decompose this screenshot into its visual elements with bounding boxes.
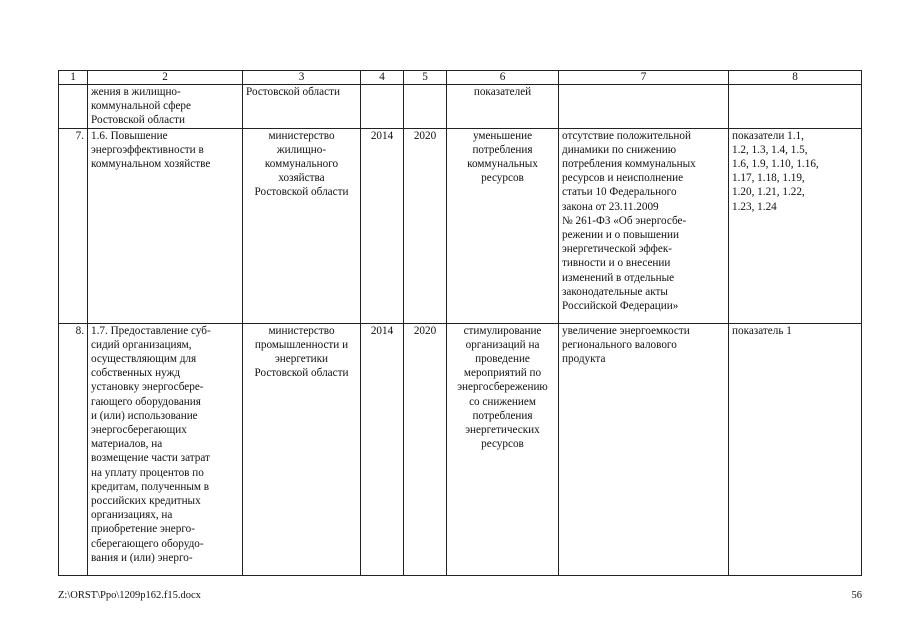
cell-text-line: уменьшение <box>472 129 533 142</box>
cell-text-line: на уплату процентов по <box>91 466 204 479</box>
cell-text-line: коммунального <box>264 158 339 171</box>
cell-text-line: со снижением <box>469 395 536 408</box>
cell-text-line: потребления <box>472 143 533 156</box>
end-year-cell: 2020 <box>404 323 447 575</box>
cell-text-line: показатели 1.1, <box>732 129 804 142</box>
cell-text-line: сберегающего оборудо- <box>91 537 204 550</box>
cell-text-line: продукта <box>562 353 606 366</box>
cell-text-line: 1.17, 1.18, 1.19, <box>732 172 805 185</box>
cell-text-line: 1.6, 1.9, 1.10, 1.16, <box>732 158 819 171</box>
cell-text-line: мероприятий по <box>463 367 542 380</box>
header-cell-8: 8 <box>729 71 862 85</box>
start-year-cell <box>361 85 404 129</box>
cell-text-line: коммунальной сфере <box>91 100 191 113</box>
cell-text-line: ресурсов <box>481 172 524 185</box>
header-cell-7: 7 <box>559 71 729 85</box>
cell-text-line: закона от 23.11.2009 <box>562 200 659 213</box>
cell-text-line: и (или) использование <box>91 409 198 422</box>
cell-text-line: Российской Федерации» <box>562 300 679 313</box>
cell-text-line: организациях, на <box>91 509 173 522</box>
cell-text-line: потребления коммунальных <box>562 158 696 171</box>
result-cell <box>447 128 559 323</box>
executor-cell <box>243 128 361 323</box>
measure-cell <box>88 323 243 575</box>
cell-text-line: статьи 10 Федерального <box>562 186 677 199</box>
result-cell <box>447 85 559 129</box>
cell-text-line: промышленности и <box>254 338 349 351</box>
cell-text-line: энергетической эффек- <box>562 243 673 256</box>
cell-text-line: энергоэффективности в <box>91 143 204 156</box>
cell-text-line: Ростовской области <box>91 114 185 127</box>
cell-text-line: 1.7. Предоставление суб- <box>91 324 211 337</box>
cell-text-line: энергетики <box>274 353 329 366</box>
header-cell-3: 3 <box>243 71 361 85</box>
header-cell-2: 2 <box>88 71 243 85</box>
consequence-cell <box>559 128 729 323</box>
cell-text-line: № 261-ФЗ «Об энергосбе- <box>562 214 687 227</box>
cell-text-line: материалов, на <box>91 438 163 451</box>
cell-text-line: тивности и о внесении <box>562 257 671 270</box>
header-row <box>59 71 862 85</box>
indicators-cell <box>729 323 862 575</box>
footer-file-path: Z:\ORST\Ppo\1209p162.f15.docx <box>58 590 201 601</box>
cell-text-line: коммунальных <box>467 158 538 171</box>
cell-text-line: энергосбережению <box>457 381 548 394</box>
cell-text-line: энергетических <box>465 424 540 437</box>
header-cell-5: 5 <box>404 71 447 85</box>
result-cell <box>447 323 559 575</box>
cell-text-line: показателей <box>473 86 532 98</box>
consequence-cell <box>559 323 729 575</box>
program-table <box>58 70 862 576</box>
cell-text-line: коммунальном хозяйстве <box>91 158 211 171</box>
cell-text-line: законодательные акты <box>562 285 668 298</box>
measure-cell <box>88 85 243 129</box>
cell-text-line: энергосберегающих <box>91 424 187 437</box>
cell-text-line: 1.2, 1.3, 1.4, 1.5, <box>732 143 808 156</box>
end-year-cell <box>404 85 447 129</box>
end-year-cell: 2020 <box>404 128 447 323</box>
cell-text-line: установку энергосбере- <box>91 381 204 394</box>
cell-text-line: жения в жилищно- <box>91 86 181 98</box>
cell-text-line: режении и о повышении <box>562 229 679 242</box>
cell-text-line: жилищно- <box>276 143 327 156</box>
cell-text-line: показатель 1 <box>732 324 792 337</box>
table-row <box>59 128 862 323</box>
start-year-cell: 2014 <box>361 323 404 575</box>
indicators-cell <box>729 85 862 129</box>
cell-text-line: вания и (или) энерго- <box>91 551 193 564</box>
cell-text-line: Ростовской области <box>254 186 349 199</box>
cell-text-line: Ростовской области <box>246 86 340 98</box>
row-number <box>59 85 88 129</box>
cell-text-line: российских кредитных <box>91 495 201 508</box>
cell-text-line: отсутствие положительной <box>562 129 691 142</box>
consequence-cell <box>559 85 729 129</box>
row-number: 8. <box>59 323 88 575</box>
header-cell-4: 4 <box>361 71 404 85</box>
header-cell-1: 1 <box>59 71 88 85</box>
table-row <box>59 323 862 575</box>
cell-text-line: ресурсов и неисполнение <box>562 172 684 185</box>
cell-text-line: сидий организациям, <box>91 338 192 351</box>
cell-text-line: проведение <box>475 353 530 366</box>
footer-page-number: 56 <box>851 590 862 601</box>
executor-cell <box>243 323 361 575</box>
cell-text-line: министерство <box>268 324 335 337</box>
indicators-cell <box>729 128 862 323</box>
cell-text-line: Ростовской области <box>254 367 349 380</box>
cell-text-line: 1.23, 1.24 <box>732 200 777 213</box>
cell-text-line: приобретение энерго- <box>91 523 195 536</box>
cell-text-line: потребления <box>472 409 533 422</box>
table-row <box>59 85 862 129</box>
cell-text-line: министерство <box>268 129 335 142</box>
cell-text-line: возмещение части затрат <box>91 452 210 465</box>
cell-text-line: ресурсов <box>481 438 524 451</box>
cell-text-line: стимулирование <box>463 324 542 337</box>
cell-text-line: 1.20, 1.21, 1.22, <box>732 186 805 199</box>
cell-text-line: 1.6. Повышение <box>91 129 168 142</box>
cell-text-line: организаций на <box>465 338 540 351</box>
cell-text-line: изменений в отдельные <box>562 271 675 284</box>
cell-text-line: динамики по снижению <box>562 143 677 156</box>
cell-text-line: увеличение энергоемкости <box>562 324 690 337</box>
cell-text-line: осуществляющим для <box>91 353 197 366</box>
cell-text-line: гающего оборудования <box>91 395 201 408</box>
cell-text-line: собственных нужд <box>91 367 181 380</box>
header-cell-6: 6 <box>447 71 559 85</box>
cell-text-line: регионального валового <box>562 338 677 351</box>
cell-text-line: хозяйства <box>278 172 325 185</box>
executor-cell <box>243 85 361 129</box>
row-number: 7. <box>59 128 88 323</box>
cell-text-line: кредитам, полученным в <box>91 480 210 493</box>
start-year-cell: 2014 <box>361 128 404 323</box>
measure-cell <box>88 128 243 323</box>
